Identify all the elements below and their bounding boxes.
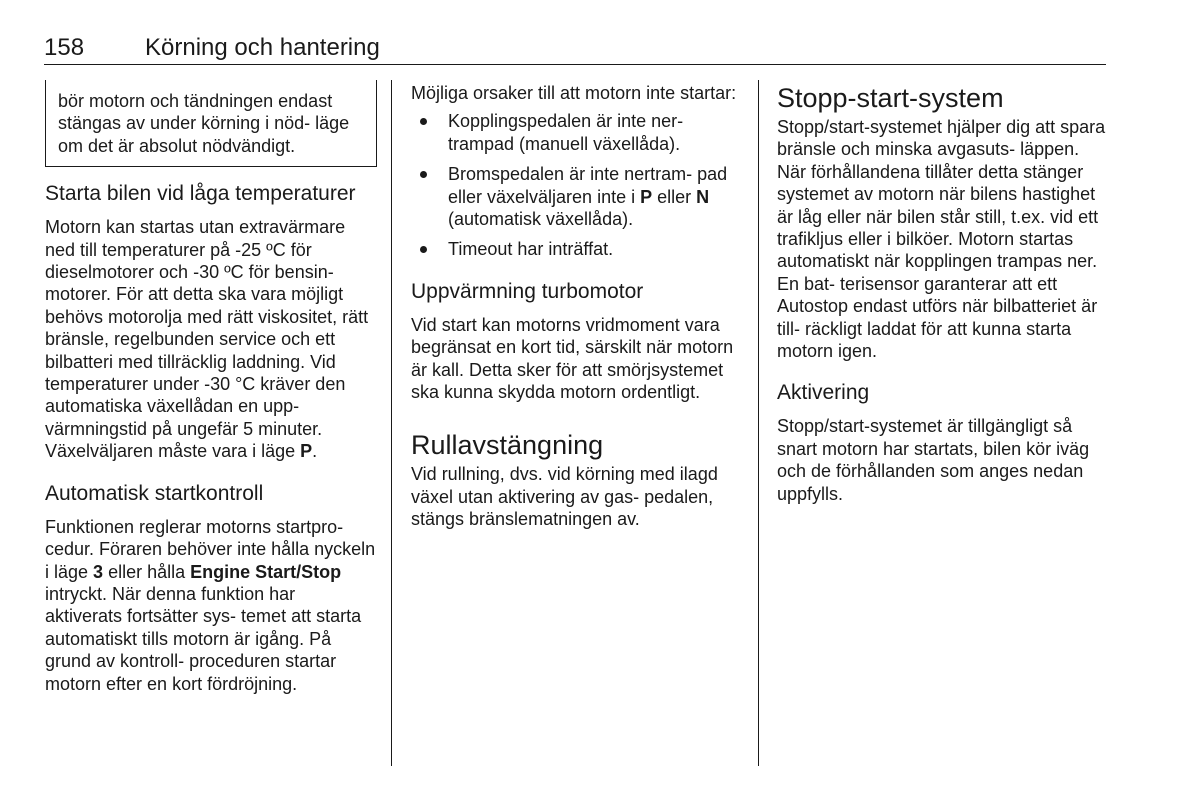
bullet-icon — [420, 246, 427, 253]
column-divider-right — [758, 80, 759, 766]
page-number: 158 — [44, 34, 85, 61]
warning-box — [45, 80, 377, 167]
bullet-icon — [420, 171, 427, 178]
section-body-cold-start: Motorn kan startas utan extravärmare ned till temperaturer på -25 ºC för dieselmotorer och -30 ºC för bensin- motorer. För att detta ska vara möjligt behövs motorolja med rätt viskositet, rätt bränsle, regelbunden service och ett bilbatteri med tillräcklig laddning. Vid temperaturer under -30 °C kräver den automatiska växellådan en upp- värmningstid på ungefär 5 minuter. Växelväljaren måste vara i läge P. — [45, 217, 369, 462]
section-title-coasting-cutoff: Rullavstängning — [411, 430, 604, 461]
list-item: Kopplingspedalen är inte ner- trampad (manuell växellåda). — [411, 110, 745, 155]
section-body-stop-start-system: Stopp/start-systemet hjälper dig att spara bränsle och minska avgasuts- läppen. När förhållandena tillåter detta stänger systemet av motorn när bilens hastighet är låg eller när bilen står still, t.ex. vid ett trafikljus eller i bilköer. Motorn startas automatiskt när kopplingen trampas ner. En bat- terisensor garanterar att ett Autostop endast utförs när bilbatteriet är till- räckligt laddat för att kunna starta motorn igen. — [777, 117, 1106, 362]
column-3 — [777, 82, 1109, 505]
list-item: Bromspedalen är inte nertram- pad eller växelväljaren inte i P eller N (automatisk växellåda). — [411, 163, 745, 230]
section-title-activation: Aktivering — [777, 381, 870, 405]
section-body-auto-start-control: Funktionen reglerar motorns startpro- cedur. Föraren behöver inte hålla nyckeln i läge 3 eller hålla Engine Start/Stop intryckt. När denna funktion har aktiverats fortsätter sys- temet att starta automatiskt tills motorn är igång. På grund av kontroll- proceduren startar motorn efter en kort fördröjning. — [45, 516, 376, 694]
column-1 — [45, 80, 377, 695]
column-2 — [411, 82, 745, 531]
warning-text: bör motorn och tändningen endast stängas av under körning i nöd- läge om det är absolut nödvändigt. — [58, 91, 350, 156]
section-title-auto-start-control: Automatisk startkontroll — [45, 481, 264, 505]
section-body-activation: Stopp/start-systemet är tillgängligt så snart motorn har startats, bilen kör iväg och de förhållanden som anges nedan uppfylls. — [777, 416, 1090, 504]
bullet-icon — [420, 118, 427, 125]
section-title-cold-start: Starta bilen vid låga temperaturer — [45, 182, 356, 206]
list-item: Timeout har inträffat. — [411, 238, 745, 260]
page-header — [44, 34, 1106, 65]
causes-list — [411, 110, 745, 260]
section-body-coasting-cutoff: Vid rullning, dvs. vid körning med ilagd växel utan aktivering av gas- pedalen, stängs bränslematningen av. — [411, 464, 718, 530]
column-divider-left — [391, 80, 392, 766]
section-title-turbo-warmup: Uppvärmning turbomotor — [411, 279, 644, 303]
causes-intro: Möjliga orsaker till att motorn inte startar: — [411, 83, 737, 103]
section-body-turbo-warmup: Vid start kan motorns vridmoment vara begränsat en kort tid, särskilt när motorn är kall. Detta sker för att smörjsystemet ska kunna skydda motorn ordentligt. — [411, 314, 734, 403]
section-title-stop-start-system: Stopp-start-system — [777, 83, 1004, 113]
chapter-title: Körning och hantering — [145, 34, 380, 61]
